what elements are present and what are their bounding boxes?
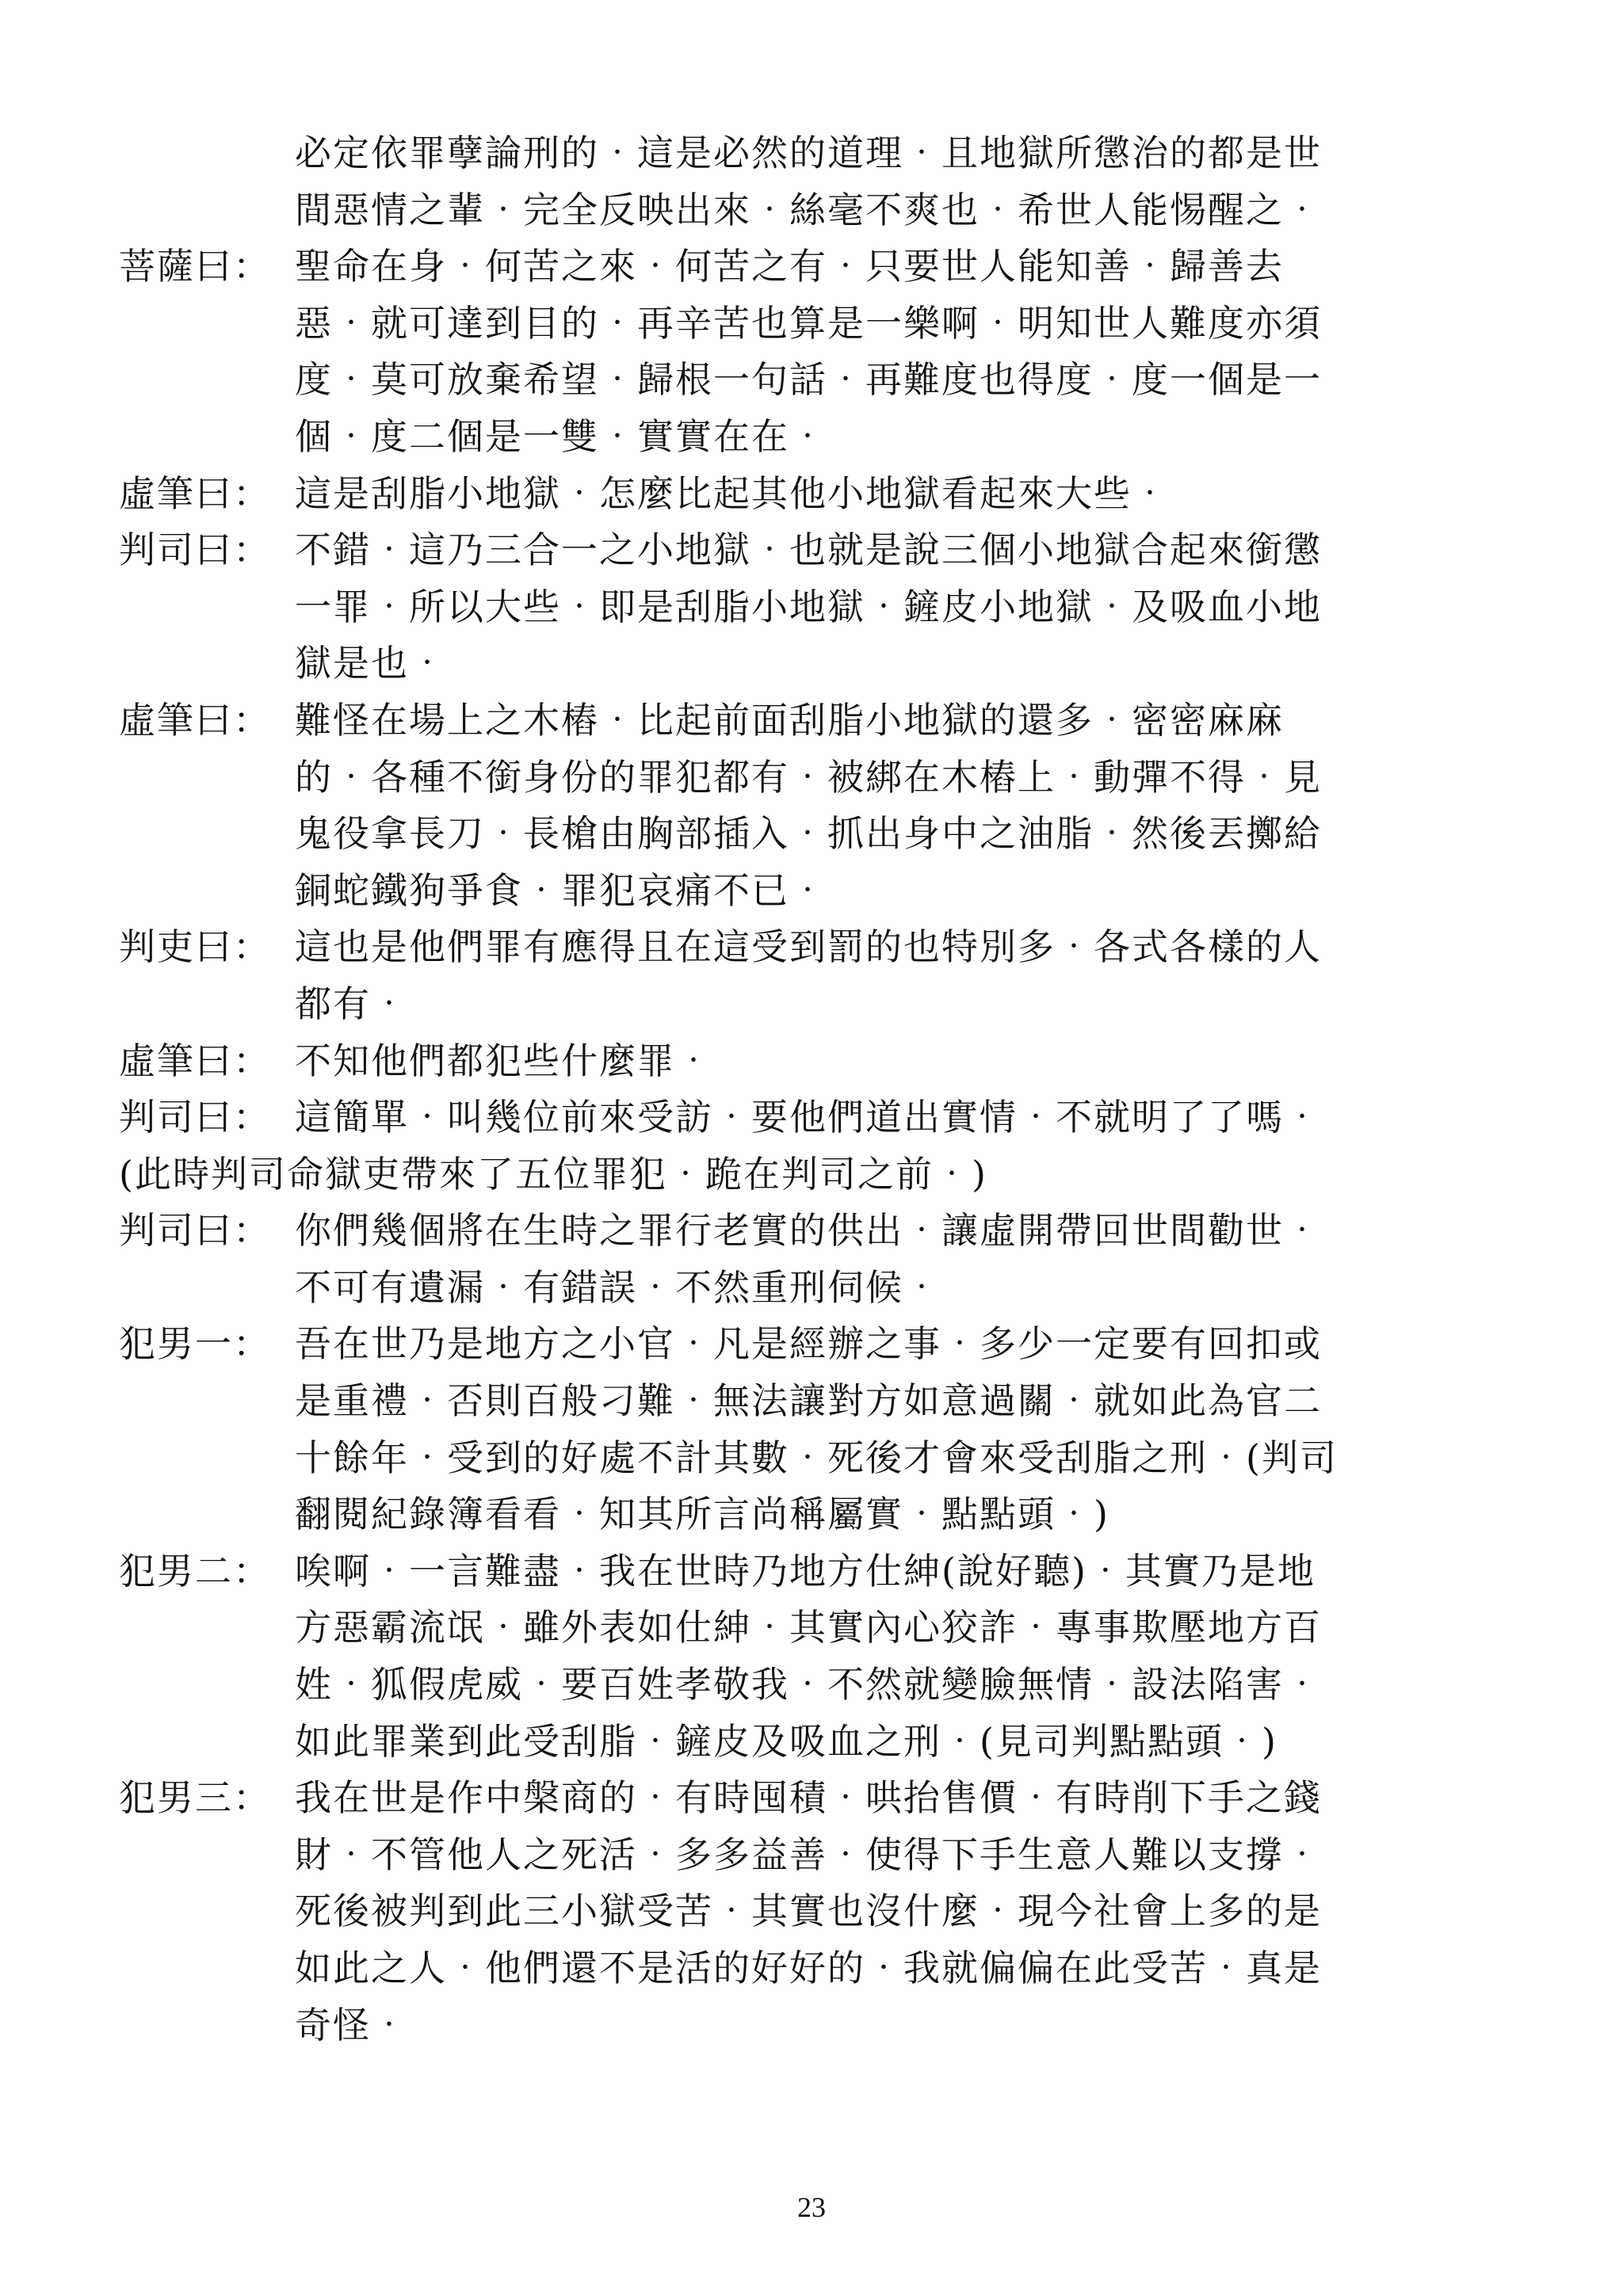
text-line: 這也是他們罪有應得且在這受到罰的也特別多‧各式各樣的人 (295, 925, 1322, 969)
stage-direction (119, 1146, 1537, 1203)
entry-text (295, 466, 1537, 523)
dialogue-entry (119, 1089, 1537, 1146)
text-line: 度‧莫可放棄希望‧歸根一句話‧再難度也得度‧度一個是一 (295, 358, 1322, 402)
speaker-label: 判司曰： (119, 1096, 271, 1139)
entry-text (295, 692, 1537, 919)
text-line: 方惡霸流氓‧雖外表如仕紳‧其實內心狡詐‧專事欺壓地方百 (295, 1606, 1322, 1650)
speaker-label: 犯男二： (119, 1549, 271, 1592)
dialogue-entry (119, 522, 1537, 692)
text-line: 是重禮‧否則百般刁難‧無法讓對方如意過關‧就如此為官二 (295, 1379, 1322, 1423)
dialogue-entry (119, 919, 1537, 1032)
dialogue-entry (119, 1543, 1537, 1770)
speaker-label: 犯男一： (119, 1322, 271, 1366)
text-line: 如此罪業到此受刮脂‧鏟皮及吸血之刑‧(見司判點點頭‧) (295, 1719, 1277, 1763)
text-line: 都有‧ (295, 982, 409, 1025)
document-body (119, 125, 1537, 2054)
text-line: 鬼役拿長刀‧長槍由胸部插入‧抓出身中之油脂‧然後丟擲給 (295, 812, 1322, 856)
text-line: 難怪在場上之木樁‧比起前面刮脂小地獄的還多‧密密麻麻 (295, 698, 1284, 742)
text-line: 姓‧狐假虎威‧要百姓孝敬我‧不然就變臉無情‧設法陷害‧ (295, 1663, 1322, 1707)
text-line: 我在世是作中槃商的‧有時囤積‧哄抬售價‧有時削下手之錢 (295, 1776, 1322, 1820)
dialogue-entry (119, 692, 1537, 919)
entry-text (295, 1770, 1537, 2054)
text-line: 死後被判到此三小獄受苦‧其實也沒什麼‧現今社會上多的是 (295, 1890, 1322, 1933)
speaker-label: 犯男三： (119, 1776, 271, 1820)
page-number: 23 (797, 2191, 826, 2223)
text-line: 的‧各種不銜身份的罪犯都有‧被綁在木樁上‧動彈不得‧見 (295, 755, 1322, 799)
entry-text (119, 1146, 1537, 1203)
dialogue-entry (119, 238, 1537, 465)
speaker-label: 判司曰： (119, 528, 271, 572)
entry-text (295, 1543, 1537, 1770)
text-line: 翻閱紀錄簿看看‧知其所言尚稱屬實‧點點頭‧) (295, 1493, 1109, 1536)
entry-text (295, 1203, 1537, 1316)
entry-text (295, 238, 1537, 465)
text-line: 惡‧就可達到目的‧再辛苦也算是一樂啊‧明知世人難度亦須 (295, 301, 1322, 345)
text-line: 銅蛇鐵狗爭食‧罪犯哀痛不已‧ (295, 868, 827, 912)
speaker-label: 判吏曰： (119, 925, 271, 969)
entry-text (295, 1089, 1537, 1146)
entry-text (295, 1316, 1537, 1543)
speaker-label: 虛筆曰： (119, 471, 271, 515)
text-line: 這是刮脂小地獄‧怎麼比起其他小地獄看起來大些‧ (295, 471, 1170, 515)
speaker-label: 虛筆曰： (119, 698, 271, 742)
entry-text (295, 919, 1537, 1032)
text-line: 一罪‧所以大些‧即是刮脂小地獄‧鏟皮小地獄‧及吸血小地 (295, 585, 1322, 628)
dialogue-entry (119, 1316, 1537, 1543)
entry-text (295, 1033, 1537, 1090)
text-line: 這簡單‧叫幾位前來受訪‧要他們道出實情‧不就明了了嗎‧ (295, 1096, 1322, 1139)
text-line: 如此之人‧他們還不是活的好好的‧我就偏偏在此受苦‧真是 (295, 1947, 1322, 1989)
text-line: 奇怪‧ (295, 2003, 409, 2046)
text-line: 十餘年‧受到的好處不計其數‧死後才會來受刮脂之刑‧(判司 (295, 1436, 1338, 1479)
speaker-label: 判司曰： (119, 1209, 271, 1253)
dialogue-entry (119, 1203, 1537, 1316)
text-line: 不知他們都犯些什麼罪‧ (295, 1039, 713, 1082)
speaker-label: 虛筆曰： (119, 1039, 271, 1082)
entry-text (295, 522, 1537, 692)
text-line: 不可有遺漏‧有錯誤‧不然重刑伺候‧ (295, 1265, 941, 1309)
text-line: 個‧度二個是一雙‧實實在在‧ (295, 414, 827, 458)
dialogue-entry (119, 125, 1537, 238)
speaker-label: 菩薩曰： (119, 245, 271, 288)
dialogue-entry (119, 466, 1537, 523)
text-line: 唉啊‧一言難盡‧我在世時乃地方仕紳(說好聽)‧其實乃是地 (295, 1549, 1316, 1592)
text-line: 你們幾個將在生時之罪行老實的供出‧讓虛開帶回世間勸世‧ (295, 1209, 1322, 1253)
text-line: 財‧不管他人之死活‧多多益善‧使得下手生意人難以支撐‧ (295, 1833, 1322, 1876)
text-line: 聖命在身‧何苦之來‧何苦之有‧只要世人能知善‧歸善去 (295, 245, 1284, 288)
text-line: (此時判司命獄吏帶來了五位罪犯‧跪在判司之前‧) (119, 1152, 987, 1196)
text-line: 不錯‧這乃三合一之小地獄‧也就是說三個小地獄合起來銜懲 (295, 528, 1322, 572)
entry-text (295, 125, 1537, 238)
dialogue-entry (119, 1033, 1537, 1090)
text-line: 吾在世乃是地方之小官‧凡是經辦之事‧多少一定要有回扣或 (295, 1322, 1322, 1366)
text-line: 獄是也‧ (295, 642, 447, 685)
dialogue-entry (119, 1770, 1537, 2054)
text-line: 間惡情之輩‧完全反映出來‧絲毫不爽也‧希世人能惕醒之‧ (295, 188, 1322, 231)
text-line: 必定依罪孽論刑的‧這是必然的道理‧且地獄所懲治的都是世 (295, 132, 1322, 174)
